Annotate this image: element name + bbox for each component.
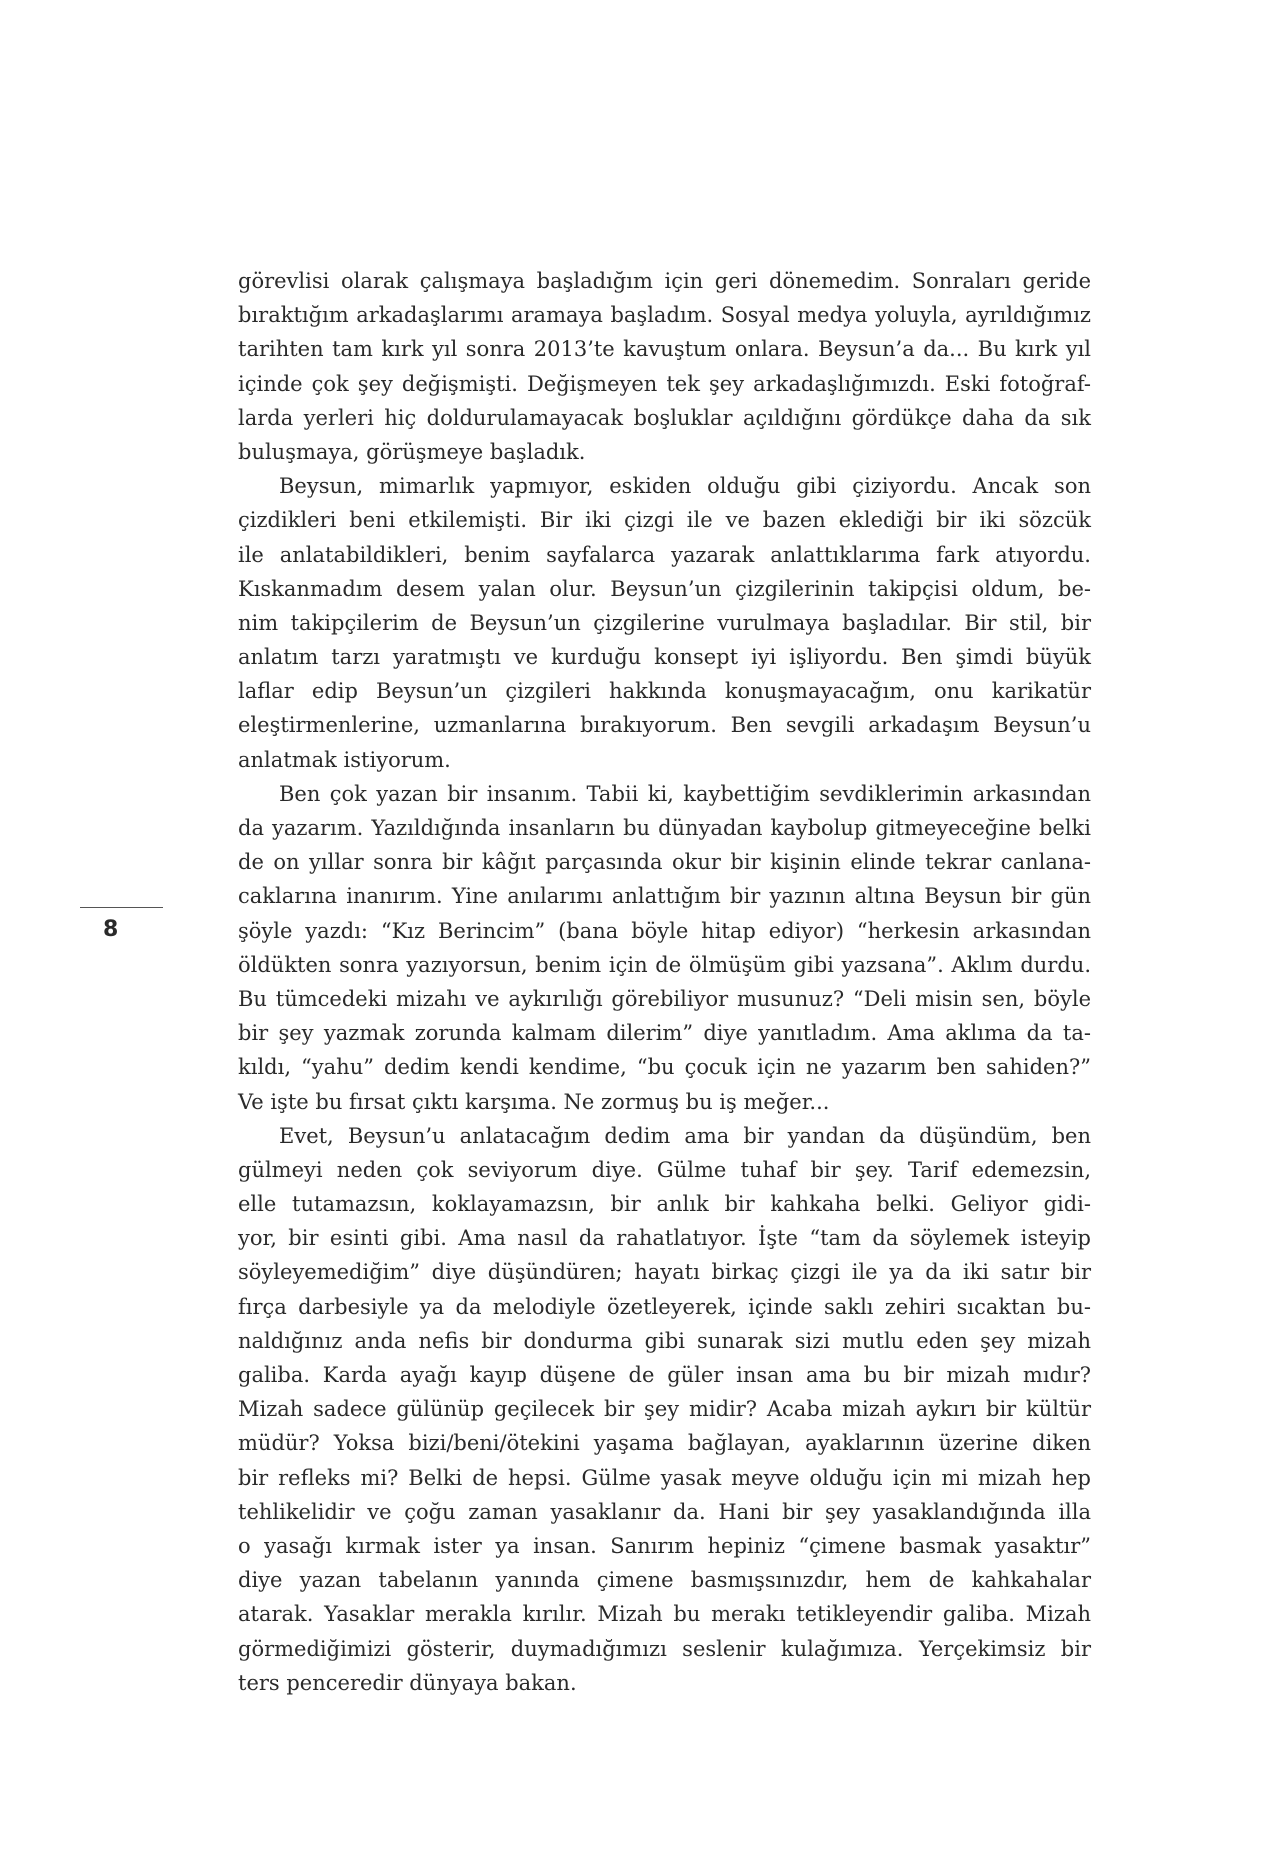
text-line: Mizah sadece gülünüp geçilecek bir şey midir? Acaba mizah aykırı bir kültür	[238, 1397, 1091, 1422]
text-line: o yasağı kırmak ister ya insan. Sanırım hepiniz “çimene basmak yasaktır”	[238, 1533, 1091, 1558]
text-line: nim takipçilerim de Beysun’un çizgilerine vurulmaya başladılar. Bir stil, bir	[238, 610, 1091, 635]
text-line: Ben çok yazan bir insanım. Tabii ki, kaybettiğim sevdiklerimin arkasından	[279, 781, 1091, 806]
text-line: naldığınız anda nefis bir dondurma gibi sunarak sizi mutlu eden şey mizah	[238, 1328, 1091, 1353]
text-line: de on yıllar sonra bir kâğıt parçasında okur bir kişinin elinde tekrar canlana-	[238, 850, 1091, 875]
text-line: tehlikelidir ve çoğu zaman yasaklanır da. Hani bir şey yasaklandığında illa	[238, 1499, 1091, 1524]
text-line: ters penceredir dünyaya bakan.	[238, 1670, 577, 1695]
text-line: diye yazan tabelanın yanında çimene basmışsınızdır, hem de kahkahalar	[238, 1568, 1091, 1593]
text-line: larda yerleri hiç doldurulamayacak boşluklar açıldığını gördükçe daha da sık	[238, 405, 1091, 430]
text-line: eleştirmenlerine, uzmanlarına bırakıyorum. Ben sevgili arkadaşım Beysun’u	[238, 713, 1091, 738]
page-number: 8	[103, 917, 119, 942]
text-line: söyleyemediğim” diye düşündüren; hayatı birkaç çizgi ile ya da iki satır bir	[238, 1260, 1091, 1285]
text-line: Beysun, mimarlık yapmıyor, eskiden olduğu gibi çiziyordu. Ancak son	[279, 474, 1091, 499]
text-line: bıraktığım arkadaşlarımı aramaya başladım. Sosyal medya yoluyla, ayrıldığımız	[238, 303, 1091, 328]
text-line: öldükten sonra yazıyorsun, benim için de ölmüşüm gibi yazsana”. Aklım durdu.	[238, 952, 1091, 977]
text-line: Evet, Beysun’u anlatacağım dedim ama bir yandan da düşündüm, ben	[279, 1123, 1091, 1148]
text-line: Ve işte bu fırsat çıktı karşıma. Ne zormuş bu iş meğer...	[238, 1089, 830, 1114]
text-line: çizdikleri beni etkilemişti. Bir iki çizgi ile ve bazen eklediği bir iki sözcük	[238, 508, 1091, 533]
text-line: elle tutamazsın, koklayamazsın, bir anlık bir kahkaha belki. Geliyor gidi-	[238, 1192, 1091, 1217]
text-line: fırça darbesiyle ya da melodiyle özetleyerek, içinde saklı zehiri sıcaktan bu-	[238, 1294, 1091, 1319]
text-line: tarihten tam kırk yıl sonra 2013’te kavuştum onlara. Beysun’a da... Bu kırk yıl	[238, 337, 1091, 362]
text-line: Bu tümcedeki mizahı ve aykırılığı görebiliyor musunuz? “Deli misin sen, böyle	[238, 986, 1091, 1011]
text-line: içinde çok şey değişmişti. Değişmeyen tek şey arkadaşlığımızdı. Eski fotoğraf-	[238, 371, 1091, 396]
text-line: buluşmaya, görüşmeye başladık.	[238, 439, 586, 464]
text-line: anlatmak istiyorum.	[238, 747, 451, 772]
text-line: ile anlatabildikleri, benim sayfalarca yazarak anlattıklarıma fark atıyordu.	[238, 542, 1091, 567]
text-line: atarak. Yasaklar merakla kırılır. Mizah bu merakı tetikleyendir galiba. Mizah	[238, 1602, 1091, 1627]
text-line: şöyle yazdı: “Kız Berincim” (bana böyle hitap ediyor) “herkesin arkasından	[238, 918, 1091, 943]
text-line: laflar edip Beysun’un çizgileri hakkında konuşmayacağım, onu karikatür	[238, 679, 1091, 704]
text-line: kıldı, “yahu” dedim kendi kendime, “bu çocuk için ne yazarım ben sahiden?”	[238, 1055, 1091, 1080]
text-line: görevlisi olarak çalışmaya başladığım için geri dönemedim. Sonraları geride	[238, 269, 1091, 293]
page-number-rule	[80, 907, 163, 908]
text-line: müdür? Yoksa bizi/beni/ötekini yaşama bağlayan, ayaklarının üzerine diken	[238, 1431, 1091, 1456]
text-line: caklarına inanırım. Yine anılarımı anlattığım bir yazının altına Beysun bir gün	[238, 884, 1091, 909]
text-line: bir refleks mi? Belki de hepsi. Gülme yasak meyve olduğu için mi mizah hep	[238, 1465, 1091, 1490]
text-line: Kıskanmadım desem yalan olur. Beysun’un çizgilerinin takipçisi oldum, be-	[238, 576, 1091, 601]
text-line: anlatım tarzı yaratmıştı ve kurduğu konsept iyi işliyordu. Ben şimdi büyük	[238, 645, 1091, 670]
text-line: bir şey yazmak zorunda kalmam dilerim” diye yanıtladım. Ama aklıma da ta-	[238, 1021, 1091, 1046]
text-line: galiba. Karda ayağı kayıp düşene de güler insan ama bu bir mizah mıdır?	[238, 1363, 1091, 1387]
text-line: görmediğimizi gösterir, duymadığımızı seslenir kulağımıza. Yerçekimsiz bir	[238, 1636, 1091, 1661]
body-text	[238, 264, 1091, 1700]
text-line: da yazarım. Yazıldığında insanların bu dünyadan kaybolup gitmeyeceğine belki	[238, 816, 1091, 840]
text-line: yor, bir esinti gibi. Ama nasıl da rahatlatıyor. İşte “tam da söylemek isteyip	[238, 1226, 1091, 1251]
text-line: gülmeyi neden çok seviyorum diye. Gülme tuhaf bir şey. Tarif edemezsin,	[238, 1157, 1091, 1182]
